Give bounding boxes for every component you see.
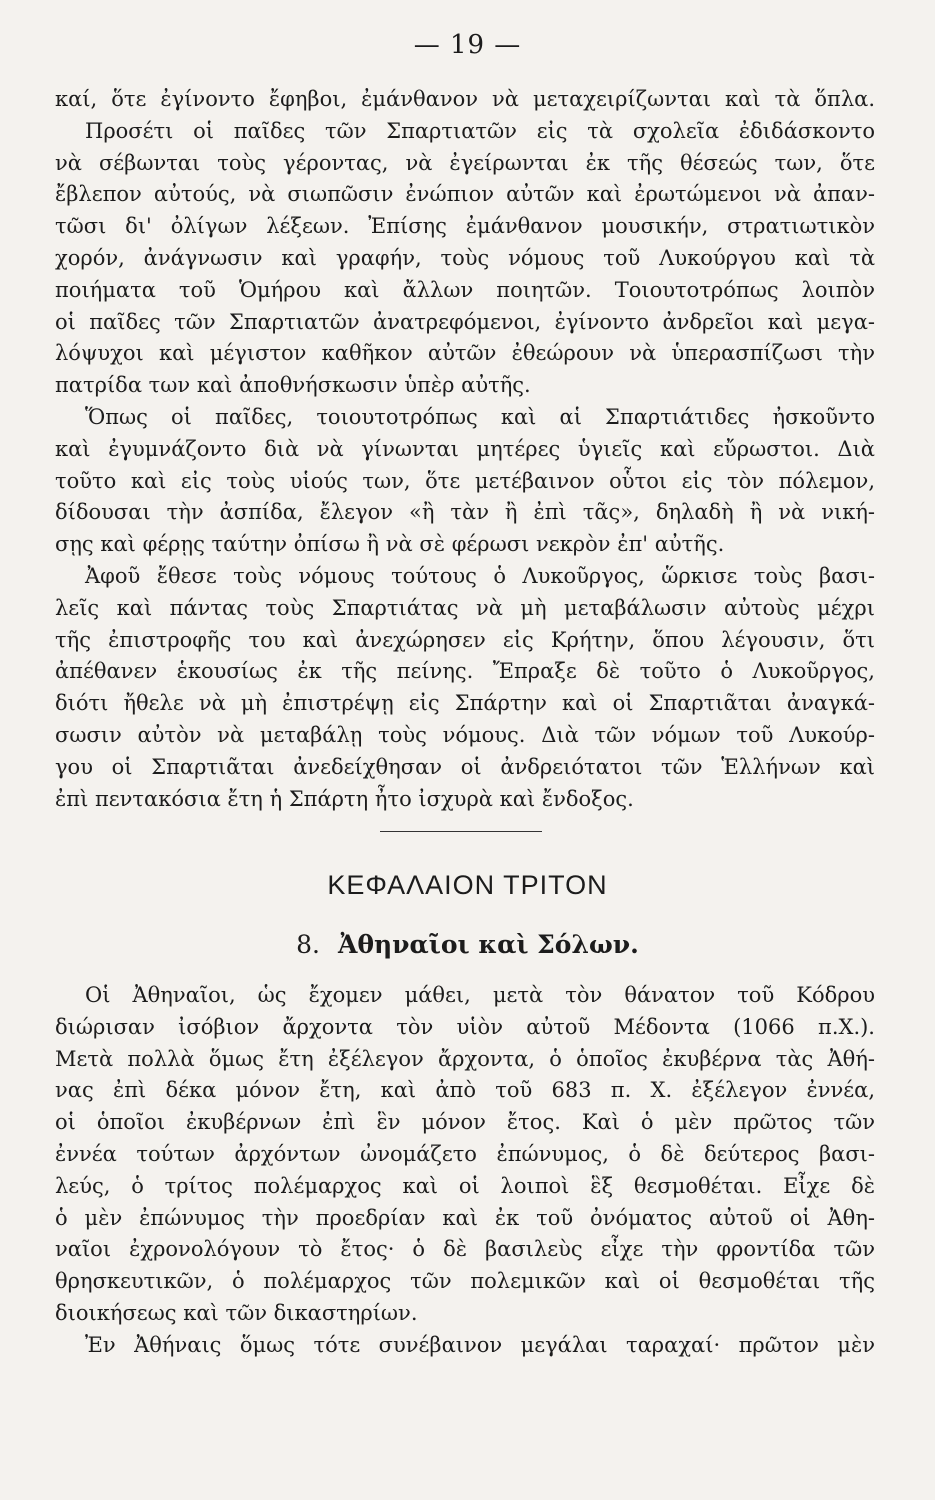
text-line: δίδουσαι τὴν ἀσπίδα, ἔλεγον «ἢ τὰν ἢ ἐπὶ τᾶς», δηλαδὴ ἢ νὰ νική-	[55, 500, 875, 525]
text-line: ἐννέα τούτων ἀρχόντων ὠνομάζετο ἐπώνυμος, ὁ δὲ δεύτερος βασι-	[55, 1141, 875, 1166]
text-line: τοῦτο καὶ εἰς τοὺς υἱούς των, ὅτε μετέβαινον οὗτοι εἰς τὸν πόλεμον,	[55, 468, 875, 493]
text-line: τῆς ἐπιστροφῆς του καὶ ἀνεχώρησεν εἰς Κρήτην, ὅπου λέγουσιν, ὅτι	[55, 627, 875, 652]
text-line: λεῖς καὶ πάντας τοὺς Σπαρτιάτας νὰ μὴ μεταβάλωσιν αὐτοὺς μέχρι	[55, 595, 875, 620]
text-line: σῃς καὶ φέρῃς ταύτην ὀπίσω ἢ νὰ σὲ φέρωσι νεκρὸν ἐπ' αὐτῆς.	[55, 532, 725, 557]
text-line: Προσέτι οἱ παῖδες τῶν Σπαρτιατῶν εἰς τὰ σχολεῖα ἐδιδάσκοντο	[85, 118, 875, 143]
text-line: λεύς, ὁ τρίτος πολέμαρχος καὶ οἱ λοιποὶ ἓξ θεσμοθέται. Εἶχε δὲ	[55, 1173, 875, 1198]
section-heading	[0, 930, 935, 959]
text-line: ἀπέθανεν ἑκουσίως ἐκ τῆς πείνης. Ἔπραξε δὲ τοῦτο ὁ Λυκοῦργος,	[55, 659, 875, 684]
text-line: Οἱ Ἀθηναῖοι, ὡς ἔχομεν μάθει, μετὰ τὸν θάνατον τοῦ Κόδρου	[85, 983, 875, 1007]
chapter-heading: ΚΕΦΑΛΑΙΟΝ ΤΡΙΤΟΝ	[327, 870, 608, 900]
text-line: διοικήσεως καὶ τῶν δικαστηρίων.	[55, 1300, 418, 1325]
text-line: λόψυχοι καὶ μέγιστον καθῆκον αὐτῶν ἐθεώρουν νὰ ὑπερασπίζωσι τὴν	[55, 341, 875, 366]
text-line: καί, ὅτε ἐγίνοντο ἔφηβοι, ἐμάνθανον νὰ μεταχειρίζωνται καὶ τὰ ὅπλα.	[55, 87, 875, 111]
text-line: οἱ παῖδες τῶν Σπαρτιατῶν ἀνατρεφόμενοι, ἐγίνοντο ἀνδρεῖοι καὶ μεγα-	[55, 309, 875, 334]
lycurgus-section-text	[55, 84, 875, 815]
text-line: ἐπὶ πεντακόσια ἔτη ἡ Σπάρτη ἦτο ἰσχυρὰ καὶ ἔνδοξος.	[55, 786, 634, 811]
text-line: γου οἱ Σπαρτιᾶται ἀνεδείχθησαν οἱ ἀνδρειότατοι τῶν Ἑλλήνων καὶ	[55, 754, 875, 779]
text-line: Ἀφοῦ ἔθεσε τοὺς νόμους τούτους ὁ Λυκοῦργος, ὥρκισε τοὺς βασι-	[85, 563, 875, 588]
text-line: σωσιν αὐτὸν νὰ μεταβάλῃ τοὺς νόμους. Διὰ τῶν νόμων τοῦ Λυκούρ-	[55, 722, 875, 747]
text-line: νας ἐπὶ δέκα μόνον ἔτη, καὶ ἀπὸ τοῦ 683 π. Χ. ἐξέλεγον ἐννέα,	[55, 1078, 875, 1103]
page-number: — 19 —	[413, 30, 522, 60]
text-line: Ὅπως οἱ παῖδες, τοιουτοτρόπως καὶ αἱ Σπαρτιάτιδες ἠσκοῦντο	[85, 404, 875, 429]
text-line: θρησκευτικῶν, ὁ πολέμαρχος τῶν πολεμικῶν καὶ οἱ θεσμοθέται τῆς	[55, 1269, 875, 1294]
text-line: ὁ μὲν ἐπώνυμος τὴν προεδρίαν καὶ ἐκ τοῦ ὀνόματος αὐτοῦ οἱ Ἀθη-	[55, 1205, 875, 1230]
section-divider	[380, 831, 542, 832]
text-line: τῶσι δι' ὀλίγων λέξεων. Ἐπίσης ἐμάνθανον μουσικήν, στρατιωτικὸν	[55, 214, 875, 239]
text-line: νὰ σέβωνται τοὺς γέροντας, νὰ ἐγείρωνται ἐκ τῆς θέσεώς των, ὅτε	[55, 150, 875, 175]
text-line: πατρίδα των καὶ ἀποθνήσκωσιν ὑπὲρ αὐτῆς.	[55, 373, 531, 398]
text-line: διότι ἤθελε νὰ μὴ ἐπιστρέψῃ εἰς Σπάρτην καὶ οἱ Σπαρτιᾶται ἀναγκά-	[55, 691, 875, 716]
text-line: Μετὰ πολλὰ ὅμως ἔτη ἐξέλεγον ἄρχοντα, ὁ ὁποῖος ἐκυβέρνα τὰς Ἀθή-	[55, 1046, 875, 1071]
text-line: χορόν, ἀνάγνωσιν καὶ γραφήν, τοὺς νόμους τοῦ Λυκούργου καὶ τὰ	[55, 245, 875, 270]
section-number: 8.	[296, 930, 320, 959]
text-line: ποιήματα τοῦ Ὁμήρου καὶ ἄλλων ποιητῶν. Τοιουτοτρόπως λοιπὸν	[55, 277, 875, 302]
section-title: Ἀθηναῖοι καὶ Σόλων.	[337, 930, 639, 959]
text-line: καὶ ἐγυμνάζοντο διὰ νὰ γίνωνται μητέρες ὑγιεῖς καὶ εὔρωστοι. Διὰ	[55, 436, 875, 461]
text-line: διώρισαν ἰσόβιον ἄρχοντα τὸν υἱὸν αὐτοῦ Μέδοντα (1066 π.Χ.).	[55, 1014, 875, 1039]
text-line: οἱ ὁποῖοι ἐκυβέρνων ἐπὶ ἓν μόνον ἔτος. Καὶ ὁ μὲν πρῶτος τῶν	[55, 1110, 875, 1135]
athenians-section-text	[55, 980, 875, 1362]
text-line: ἔβλεπον αὐτούς, νὰ σιωπῶσιν ἐνώπιον αὐτῶν καὶ ἐρωτώμενοι νὰ ἀπαν-	[55, 182, 875, 207]
text-line: Ἐν Ἀθήναις ὅμως τότε συνέβαινον μεγάλαι ταραχαί· πρῶτον μὲν	[85, 1332, 875, 1357]
text-line: ναῖοι ἐχρονολόγουν τὸ ἔτος· ὁ δὲ βασιλεὺς εἶχε τὴν φροντίδα τῶν	[55, 1237, 875, 1262]
